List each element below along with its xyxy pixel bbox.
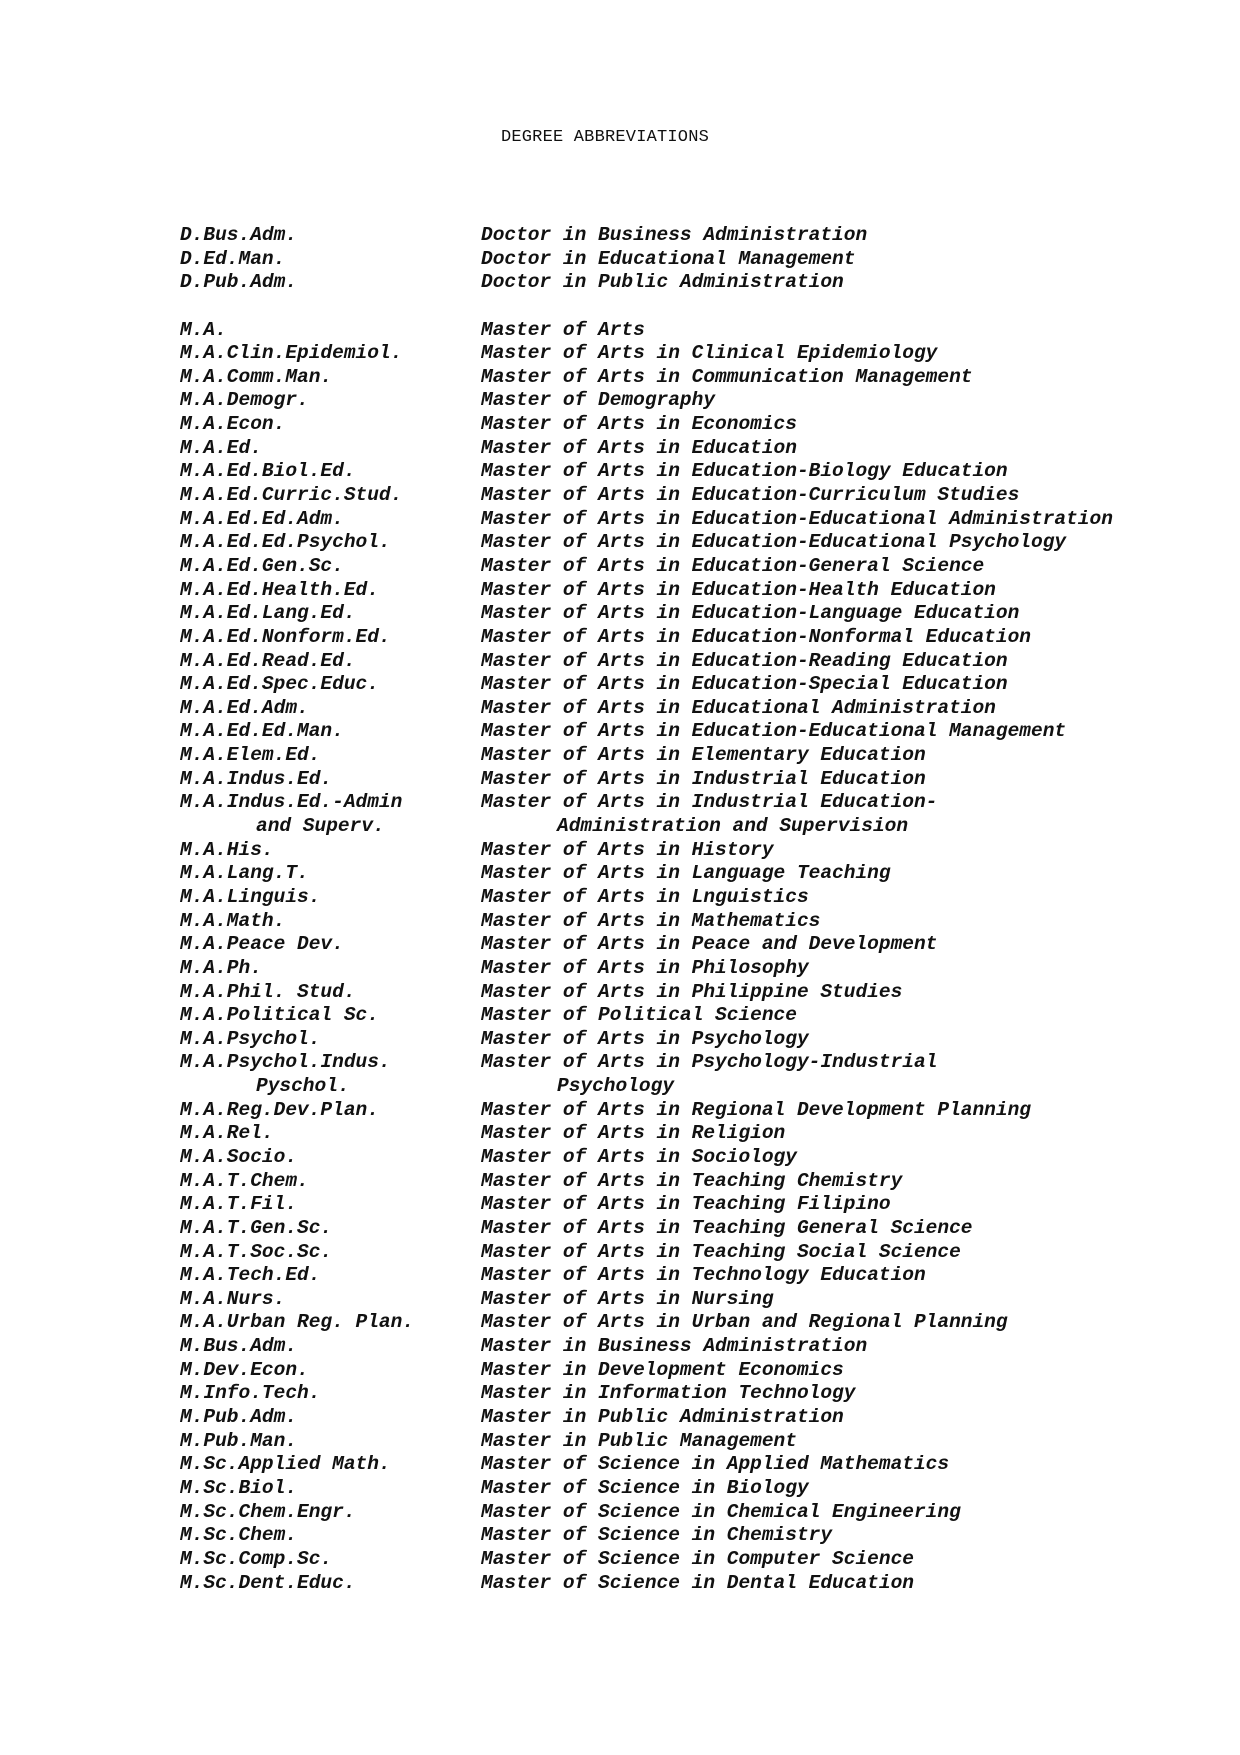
entry-row [180, 460, 1113, 484]
degree-definition: Master in Information Technology [481, 1382, 856, 1405]
degree-definition: Master of Arts in Education-Reading Education [481, 649, 1008, 672]
degree-definition: Master of Science in Applied Mathematics [481, 1453, 950, 1476]
degree-abbreviation: M.A.Comm.Man. [180, 365, 333, 388]
degree-abbreviation: M.A.Ed.Curric.Stud. [180, 484, 403, 507]
degree-abbreviation: M.A.Political Sc. [180, 1004, 379, 1027]
degree-abbreviation: M.A.Ed.Adm. [180, 696, 309, 719]
degree-definition: Master of Arts in Educational Administration [481, 696, 996, 719]
degree-definition: Master of Science in Chemical Engineering [481, 1500, 961, 1523]
degree-definition: Administration and Supervision [557, 815, 909, 838]
entry-row [180, 366, 1113, 390]
entry-row [180, 768, 1113, 792]
entry-row [180, 389, 1113, 413]
abbreviation-list [180, 224, 1113, 1595]
degree-definition: Master of Arts in Teaching Social Science [481, 1240, 961, 1263]
degree-abbreviation: M.A.Ed.Ed.Man. [180, 720, 344, 743]
degree-definition: Master of Arts in Nursing [481, 1287, 774, 1310]
entry-row [180, 1122, 1113, 1146]
degree-definition: Master of Arts in Education-Educational Administration [481, 507, 1113, 530]
entry-row [180, 271, 1113, 295]
degree-definition: Doctor in Public Administration [481, 271, 844, 294]
entry-row [180, 319, 1113, 343]
degree-definition: Master in Development Economics [481, 1358, 844, 1381]
degree-definition: Master in Public Management [481, 1429, 797, 1452]
degree-definition: Master of Arts in Psychology [481, 1027, 809, 1050]
degree-abbreviation: M.A.Ed.Lang.Ed. [180, 602, 356, 625]
degree-definition: Master of Arts in Education-Educational Management [481, 720, 1067, 743]
degree-abbreviation: M.A.Indus.Ed.-Admin [180, 791, 403, 814]
degree-definition: Master of Arts in Lnguistics [481, 885, 809, 908]
degree-abbreviation: M.A.Reg.Dev.Plan. [180, 1098, 379, 1121]
degree-definition: Master of Arts in Education-Biology Education [481, 460, 1008, 483]
entry-row [180, 555, 1113, 579]
degree-definition: Master of Arts in Communication Management [481, 365, 973, 388]
degree-abbreviation: M.A. [180, 318, 227, 341]
entry-row [180, 791, 1113, 815]
entry-row [180, 1406, 1113, 1430]
entry-row [180, 957, 1113, 981]
degree-abbreviation: M.A.Ed.Spec.Educ. [180, 673, 379, 696]
entry-continuation-row [180, 815, 1113, 839]
degree-definition: Master of Arts in Economics [481, 413, 797, 436]
entry-row [180, 1382, 1113, 1406]
degree-abbreviation: M.A.Ed.Gen.Sc. [180, 554, 344, 577]
page-title: DEGREE ABBREVIATIONS [500, 128, 710, 147]
degree-abbreviation: M.A.Ph. [180, 956, 262, 979]
degree-definition: Master of Arts in Regional Development Planning [481, 1098, 1031, 1121]
degree-abbreviation: M.Sc.Dent.Educ. [180, 1571, 356, 1594]
degree-definition: Doctor in Educational Management [481, 247, 856, 270]
entry-row [180, 720, 1113, 744]
degree-abbreviation: M.A.Tech.Ed. [180, 1264, 321, 1287]
degree-abbreviation: M.A.T.Fil. [180, 1193, 298, 1216]
degree-abbreviation: and Superv. [256, 815, 385, 838]
degree-definition: Master of Arts in Mathematics [481, 909, 821, 932]
entry-row [180, 650, 1113, 674]
degree-abbreviation: M.Sc.Chem.Engr. [180, 1500, 356, 1523]
entry-row [180, 1335, 1113, 1359]
degree-definition: Psychology [557, 1075, 675, 1098]
entry-row [180, 1241, 1113, 1265]
entry-row [180, 1004, 1113, 1028]
entry-row [180, 626, 1113, 650]
degree-definition: Master of Science in Dental Education [481, 1571, 914, 1594]
degree-definition: Master of Arts in Education-Educational Psychology [481, 531, 1067, 554]
entry-row [180, 1099, 1113, 1123]
degree-abbreviation: M.A.Clin.Epidemiol. [180, 342, 403, 365]
degree-definition: Master of Political Science [481, 1004, 797, 1027]
degree-abbreviation: M.A.Ed.Ed.Adm. [180, 507, 344, 530]
degree-abbreviation: M.A.Ed.Biol.Ed. [180, 460, 356, 483]
entry-row [180, 1288, 1113, 1312]
degree-definition: Master of Arts in Education-Curriculum Studies [481, 484, 1020, 507]
degree-definition: Master of Arts in Education-Language Education [481, 602, 1020, 625]
degree-abbreviation: M.A.Linguis. [180, 885, 321, 908]
entry-row [180, 1028, 1113, 1052]
entry-row [180, 1524, 1113, 1548]
degree-definition: Master of Arts in Teaching General Science [481, 1216, 973, 1239]
entry-row [180, 579, 1113, 603]
entry-row [180, 981, 1113, 1005]
degree-abbreviation: M.Bus.Adm. [180, 1335, 298, 1358]
degree-definition: Master of Arts in Education-Nonformal Education [481, 625, 1031, 648]
degree-definition: Doctor in Business Administration [481, 224, 868, 246]
degree-abbreviation: M.A.Demogr. [180, 389, 309, 412]
degree-definition: Master of Arts in Language Teaching [481, 862, 891, 885]
degree-abbreviation: M.Sc.Biol. [180, 1476, 298, 1499]
degree-abbreviation: M.A.Ed.Ed.Psychol. [180, 531, 391, 554]
degree-definition: Master of Arts [481, 318, 645, 341]
entry-row [180, 437, 1113, 461]
degree-abbreviation: M.Dev.Econ. [180, 1358, 309, 1381]
entry-row [180, 508, 1113, 532]
degree-abbreviation: M.A.Peace Dev. [180, 933, 344, 956]
degree-definition: Master of Arts in Industrial Education [481, 767, 926, 790]
entry-row [180, 1264, 1113, 1288]
entry-row [180, 248, 1113, 272]
degree-definition: Master in Public Administration [481, 1406, 844, 1429]
entry-row [180, 886, 1113, 910]
degree-abbreviation: M.A.Ed. [180, 436, 262, 459]
entry-row [180, 531, 1113, 555]
degree-abbreviation: M.A.Phil. Stud. [180, 980, 356, 1003]
entry-row [180, 1572, 1113, 1596]
degree-abbreviation: M.A.Ed.Health.Ed. [180, 578, 379, 601]
entry-row [180, 1548, 1113, 1572]
entry-row [180, 602, 1113, 626]
doctorate-group [180, 224, 1113, 295]
degree-definition: Master of Arts in Religion [481, 1122, 786, 1145]
degree-definition: Master of Arts in Elementary Education [481, 744, 926, 767]
degree-abbreviation: D.Bus.Adm. [180, 224, 298, 246]
entry-row [180, 224, 1113, 248]
degree-abbreviation: M.A.Psychol. [180, 1027, 321, 1050]
degree-definition: Master of Arts in Clinical Epidemiology [481, 342, 938, 365]
degree-abbreviation: M.A.Nurs. [180, 1287, 286, 1310]
entry-continuation-row [180, 1075, 1113, 1099]
degree-definition: Master of Arts in Teaching Chemistry [481, 1169, 903, 1192]
degree-abbreviation: M.A.Socio. [180, 1145, 298, 1168]
entry-row [180, 1430, 1113, 1454]
degree-definition: Master of Science in Computer Science [481, 1547, 914, 1570]
degree-abbreviation: M.A.Econ. [180, 413, 286, 436]
degree-abbreviation: M.A.Ed.Read.Ed. [180, 649, 356, 672]
entry-row [180, 862, 1113, 886]
entry-row [180, 1051, 1113, 1075]
degree-definition: Master of Arts in Education-Health Education [481, 578, 996, 601]
entry-row [180, 1146, 1113, 1170]
entry-row [180, 1453, 1113, 1477]
entry-row [180, 910, 1113, 934]
entry-row [180, 1311, 1113, 1335]
degree-abbreviation: M.A.T.Chem. [180, 1169, 309, 1192]
group-spacer [180, 295, 1113, 319]
degree-abbreviation: M.A.Math. [180, 909, 286, 932]
degree-definition: Master of Science in Chemistry [481, 1524, 833, 1547]
degree-abbreviation: M.A.T.Soc.Sc. [180, 1240, 333, 1263]
degree-definition: Master of Arts in Teaching Filipino [481, 1193, 891, 1216]
degree-abbreviation: M.A.Elem.Ed. [180, 744, 321, 767]
entry-row [180, 1477, 1113, 1501]
degree-abbreviation: M.Pub.Man. [180, 1429, 298, 1452]
entry-row [180, 673, 1113, 697]
degree-abbreviation: M.Sc.Chem. [180, 1524, 298, 1547]
degree-abbreviation: M.Pub.Adm. [180, 1406, 298, 1429]
degree-definition: Master of Arts in Technology Education [481, 1264, 926, 1287]
entry-row [180, 484, 1113, 508]
degree-abbreviation: D.Ed.Man. [180, 247, 286, 270]
degree-abbreviation: Pyschol. [256, 1075, 350, 1098]
degree-abbreviation: M.A.Urban Reg. Plan. [180, 1311, 415, 1334]
degree-abbreviation: D.Pub.Adm. [180, 271, 298, 294]
entry-row [180, 744, 1113, 768]
degree-abbreviation: M.A.Rel. [180, 1122, 274, 1145]
degree-abbreviation: M.A.His. [180, 838, 274, 861]
degree-definition: Master of Arts in Psychology-Industrial [481, 1051, 938, 1074]
degree-definition: Master of Arts in Education-Special Education [481, 673, 1008, 696]
degree-abbreviation: M.A.T.Gen.Sc. [180, 1216, 333, 1239]
degree-abbreviation: M.A.Psychol.Indus. [180, 1051, 391, 1074]
degree-definition: Master in Business Administration [481, 1335, 868, 1358]
degree-definition: Master of Arts in Urban and Regional Planning [481, 1311, 1008, 1334]
degree-abbreviation: M.Info.Tech. [180, 1382, 321, 1405]
degree-definition: Master of Arts in Industrial Education- [481, 791, 938, 814]
degree-definition: Master of Arts in Peace and Development [481, 933, 938, 956]
degree-abbreviation: M.A.Indus.Ed. [180, 767, 333, 790]
entry-row [180, 413, 1113, 437]
degree-definition: Master of Arts in History [481, 838, 774, 861]
degree-definition: Master of Demography [481, 389, 716, 412]
entry-row [180, 933, 1113, 957]
degree-definition: Master of Arts in Education-General Science [481, 554, 985, 577]
degree-abbreviation: M.A.Lang.T. [180, 862, 309, 885]
degree-abbreviation: M.Sc.Applied Math. [180, 1453, 391, 1476]
entry-row [180, 1501, 1113, 1525]
degree-abbreviation: M.A.Ed.Nonform.Ed. [180, 625, 391, 648]
degree-definition: Master of Arts in Sociology [481, 1145, 797, 1168]
entry-row [180, 1170, 1113, 1194]
entry-row [180, 1193, 1113, 1217]
degree-definition: Master of Arts in Education [481, 436, 797, 459]
entry-row [180, 1359, 1113, 1383]
degree-definition: Master of Arts in Philosophy [481, 956, 809, 979]
entry-row [180, 839, 1113, 863]
entry-row [180, 342, 1113, 366]
degree-definition: Master of Arts in Philippine Studies [481, 980, 903, 1003]
entry-row [180, 697, 1113, 721]
masters-group [180, 319, 1113, 1596]
entry-row [180, 1217, 1113, 1241]
degree-abbreviation: M.Sc.Comp.Sc. [180, 1547, 333, 1570]
degree-definition: Master of Science in Biology [481, 1476, 809, 1499]
